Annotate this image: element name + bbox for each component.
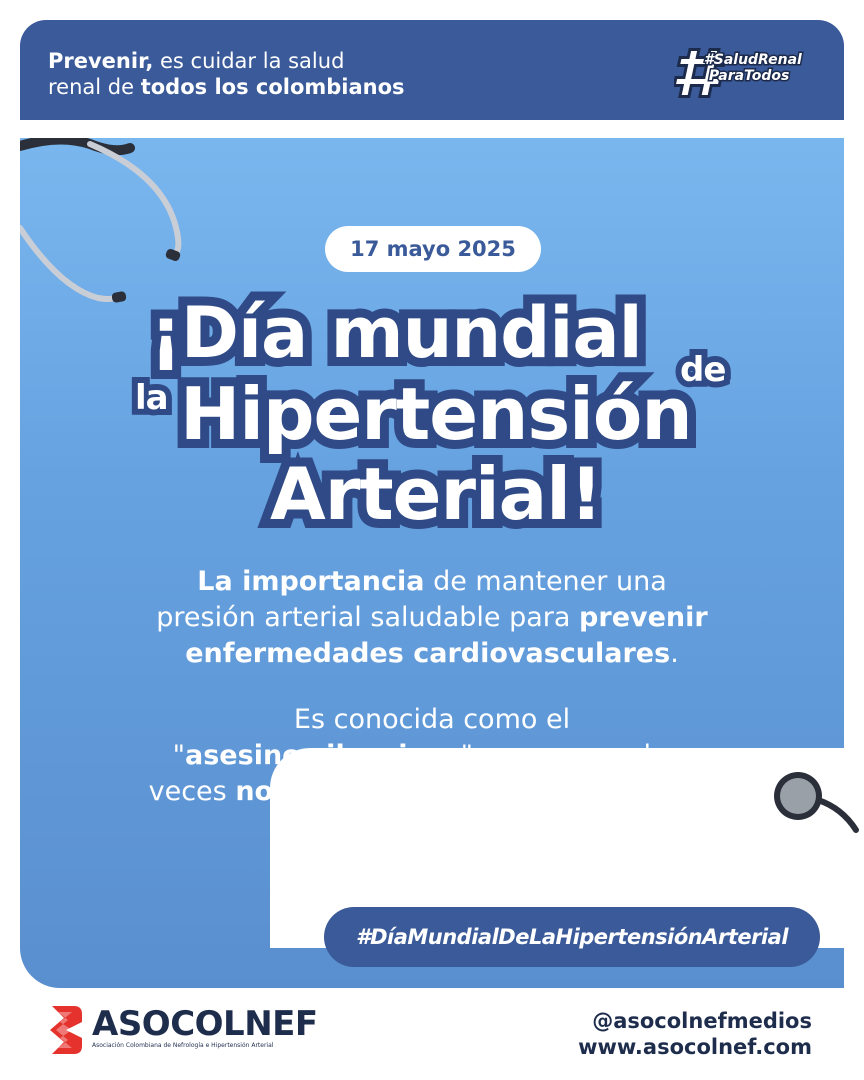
slogan-bold-colombianos: todos los colombianos (140, 75, 405, 99)
paragraph-silent-killer (0, 702, 864, 810)
hashtag-text (704, 52, 802, 84)
title-line-3: Arterial! (270, 452, 602, 536)
stethoscope-icon (20, 138, 200, 318)
title-word-la: la (135, 378, 168, 418)
title-word-de: de (680, 350, 726, 390)
hashtag-line-2: ParaTodos (708, 68, 790, 84)
slogan-text-1: es cuidar la salud (153, 49, 345, 73)
p1-bold-enfermedades: enfermedades cardiovasculares (185, 638, 671, 669)
p2-bold-asesino: asesino silencioso (185, 740, 461, 771)
campaign-hashtag-badge: #DíaMundialDeLaHipertensiónArterial (324, 907, 820, 967)
p2-text-2: " porque muchas (460, 740, 692, 771)
logo-subtitle: Asociación Colombiana de Nefrología e Hipertensión Arterial (92, 1042, 274, 1049)
title-line-1: ¡Día mundial (150, 292, 642, 374)
asocolnef-logo (44, 1000, 344, 1062)
title-line-2: Hipertensión (180, 372, 692, 456)
header-slogan (48, 48, 405, 100)
p2-quote-open: " (172, 740, 186, 771)
p2-bold-sintomas: no presenta síntomas (235, 776, 566, 807)
p1-period: . (670, 638, 679, 669)
p1-bold-importancia: La importancia (197, 566, 425, 597)
event-date-badge: 17 mayo 2025 (325, 226, 541, 272)
p1-text-2: presión arterial saludable para (156, 602, 580, 633)
social-handle[interactable]: @asocolnefmedios (592, 1009, 812, 1033)
p2-text-1: Es conocida como el (293, 704, 571, 735)
p1-text-1: de mantener una (424, 566, 667, 597)
asocolnef-logo-icon (44, 1002, 84, 1058)
hashtag-line-1: #SaludRenal (704, 52, 802, 68)
slogan-bold-prevenir: Prevenir, (48, 49, 154, 73)
slogan-text-2: renal de (48, 75, 141, 99)
logo-name: ASOCOLNEF (92, 1004, 318, 1044)
p2-text-3: veces (148, 776, 236, 807)
p1-bold-prevenir: prevenir (579, 602, 708, 633)
header-banner (20, 20, 844, 120)
salud-renal-hashtag-logo (674, 42, 814, 102)
paragraph-importance (0, 564, 864, 672)
contact-info (578, 1008, 812, 1060)
website-link[interactable]: www.asocolnef.com (578, 1035, 812, 1059)
p2-text-4: evidentes. (566, 776, 716, 807)
